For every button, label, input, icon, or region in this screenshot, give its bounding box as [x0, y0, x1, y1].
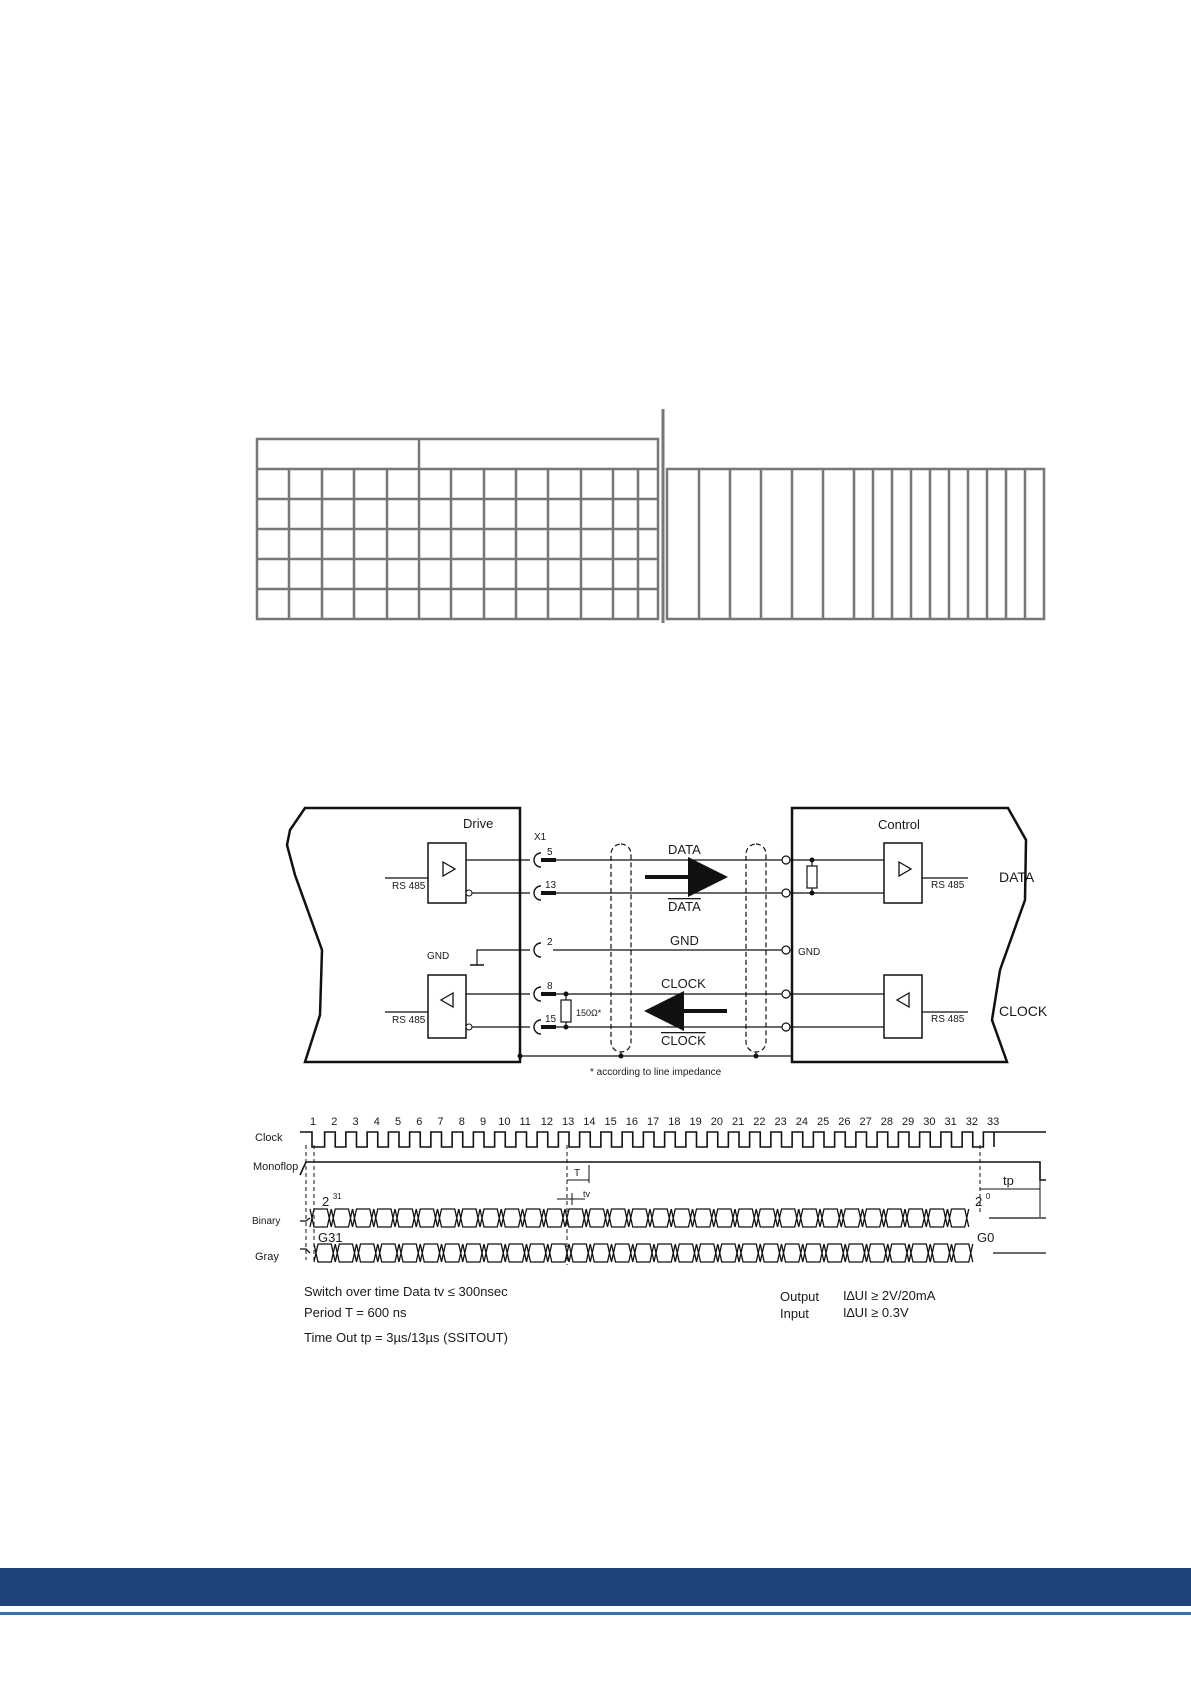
control-gnd-label: GND — [798, 947, 821, 958]
pulse-number: 14 — [583, 1116, 596, 1128]
pulse-number: 11 — [519, 1116, 531, 1128]
gnd-line-label: GND — [670, 933, 699, 948]
pulse-number: 18 — [668, 1116, 681, 1128]
connector-pin-13 — [534, 886, 541, 900]
io-input-value: I∆UI ≥ 0.3V — [843, 1305, 909, 1320]
control-title: Control — [878, 817, 920, 832]
pulse-number: 16 — [625, 1116, 638, 1128]
connector-pin-2 — [534, 943, 541, 957]
clock-pulse-numbers — [310, 1116, 999, 1128]
signal-label-clock: Clock — [255, 1132, 283, 1144]
note-switch-over: Switch over time Data tv ≤ 300nsec — [304, 1284, 508, 1299]
pin-8: 8 — [547, 981, 553, 992]
note-timeout: Time Out tp = 3µs/13µs (SSITOUT) — [304, 1330, 508, 1345]
data-line-label: DATA — [668, 842, 701, 857]
pulse-number: 33 — [987, 1116, 1000, 1128]
control-rs485-bottom: RS 485 — [931, 1014, 965, 1025]
control-rs485-top: RS 485 — [931, 880, 965, 891]
pulse-number: 21 — [732, 1116, 745, 1128]
pulse-number: 15 — [604, 1116, 617, 1128]
clock-line-label: CLOCK — [661, 976, 706, 991]
pulse-number: 9 — [480, 1116, 487, 1128]
lsb-exponent: 0 — [985, 1192, 991, 1201]
clock-bar-line-label: CLOCK — [661, 1033, 706, 1048]
signal-label-gray: Gray — [255, 1251, 279, 1263]
pulse-number: 2 — [331, 1116, 338, 1128]
pulse-number: 13 — [562, 1116, 575, 1128]
pulse-number: 24 — [795, 1116, 808, 1128]
svg-text:2 0 — [975, 1192, 991, 1209]
period-t-label: T — [574, 1168, 581, 1179]
pin-5: 5 — [547, 847, 553, 858]
pulse-number: 4 — [373, 1116, 380, 1128]
lsb-base: 2 — [975, 1194, 983, 1209]
signal-label-monoflop: Monoflop — [253, 1161, 299, 1173]
pulse-number: 6 — [416, 1116, 423, 1128]
connector-pin-15 — [534, 1020, 541, 1034]
control-block — [792, 808, 1026, 1062]
pulse-number: 30 — [923, 1116, 936, 1128]
footer-band — [0, 1568, 1191, 1606]
signal-label-binary: Binary — [252, 1216, 281, 1227]
pulse-number: 20 — [710, 1116, 723, 1128]
data-bar-line-label: DATA — [668, 899, 701, 914]
drive-gnd-label: GND — [427, 951, 450, 962]
pulse-number: 25 — [817, 1116, 830, 1128]
ssi-timing-diagram — [0, 1105, 1191, 1365]
resistor-label: 150Ω* — [576, 1008, 602, 1018]
pulse-number: 7 — [437, 1116, 444, 1128]
pulse-number: 8 — [458, 1116, 465, 1128]
pulse-number: 1 — [310, 1116, 317, 1128]
pulse-number: 19 — [689, 1116, 702, 1128]
pin-15: 15 — [545, 1014, 557, 1025]
gray-waveform — [300, 1244, 1046, 1262]
io-output-value: I∆UI ≥ 2V/20mA — [843, 1288, 936, 1303]
note-period: Period T = 600 ns — [304, 1305, 407, 1320]
tv-label: tv — [583, 1189, 591, 1199]
ssi-wiring-diagram — [0, 790, 1191, 1090]
pulse-number: 26 — [838, 1116, 851, 1128]
pulse-number: 32 — [965, 1116, 978, 1128]
io-input-label: Input — [780, 1306, 809, 1321]
impedance-note: * according to line impedance — [590, 1067, 722, 1078]
gray-lsb-label: G0 — [977, 1230, 995, 1245]
drive-title: Drive — [463, 816, 494, 831]
gray-msb-label: G31 — [318, 1230, 343, 1245]
tp-label: tp — [1003, 1173, 1014, 1188]
monoflop-waveform — [300, 1162, 1046, 1180]
pulse-number: 28 — [880, 1116, 893, 1128]
pulse-number: 17 — [647, 1116, 660, 1128]
footer-rule — [0, 1612, 1191, 1615]
pulse-number: 27 — [859, 1116, 872, 1128]
drive-rs485-bottom: RS 485 — [392, 1015, 426, 1026]
drive-rs485-top: RS 485 — [392, 881, 426, 892]
msb-exponent: 31 — [332, 1192, 342, 1201]
pulse-number: 5 — [395, 1116, 402, 1128]
pulse-number: 12 — [540, 1116, 553, 1128]
pin-2: 2 — [547, 937, 553, 948]
msb-base: 2 — [322, 1194, 330, 1209]
pulse-number: 10 — [498, 1116, 511, 1128]
pulse-number: 3 — [352, 1116, 359, 1128]
connector-pin-8 — [534, 987, 541, 1001]
bit-grid-table — [0, 0, 1191, 640]
right-clock-label: CLOCK — [999, 1003, 1048, 1019]
connector-x1: X1 — [534, 832, 547, 843]
binary-waveform — [300, 1209, 1046, 1227]
pulse-number: 31 — [944, 1116, 957, 1128]
pulse-number: 29 — [902, 1116, 915, 1128]
right-data-label: DATA — [999, 869, 1035, 885]
pulse-number: 23 — [774, 1116, 787, 1128]
clock-waveform — [300, 1132, 1046, 1147]
svg-text:2 31 — [322, 1192, 342, 1209]
connector-pin-5 — [534, 853, 541, 867]
io-output-label: Output — [780, 1289, 820, 1304]
pulse-number: 22 — [753, 1116, 766, 1128]
pin-13: 13 — [545, 880, 557, 891]
